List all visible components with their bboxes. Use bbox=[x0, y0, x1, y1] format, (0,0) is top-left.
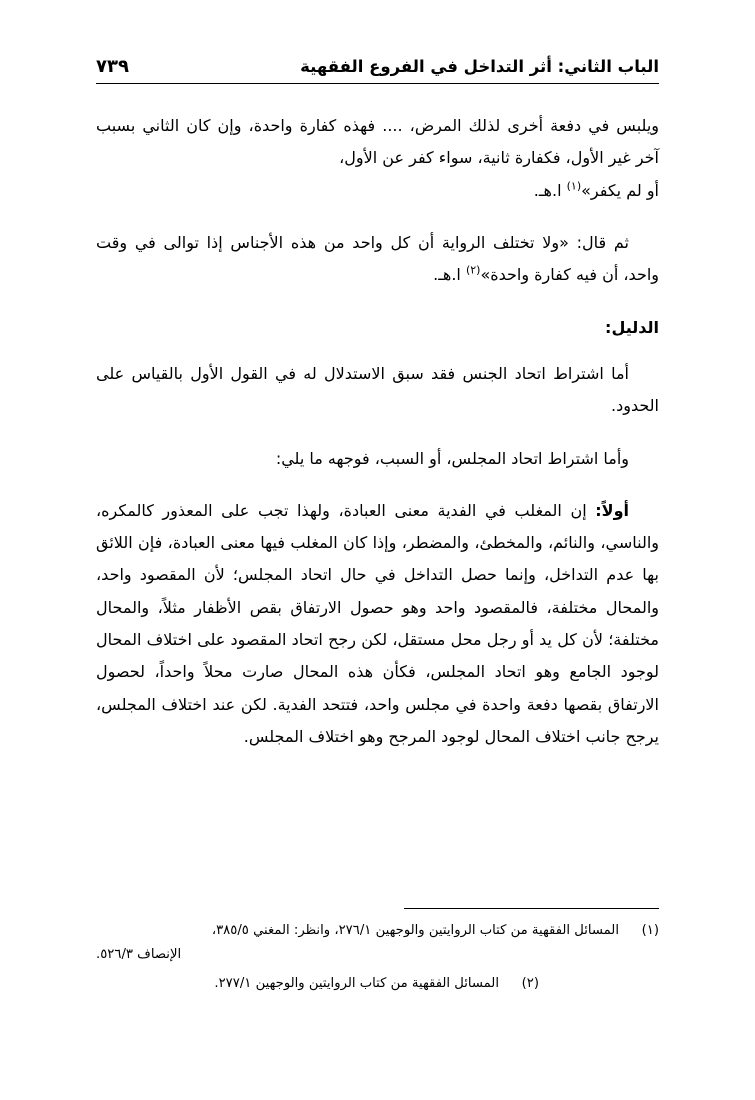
paragraph-2 bbox=[96, 227, 659, 292]
page-number: ٧٣٩ bbox=[96, 56, 129, 77]
footnote-number: (٢) bbox=[521, 975, 539, 991]
footnote-text bbox=[96, 919, 619, 968]
footnote-text: المسائل الفقهية من كتاب الروايتين والوجهين ٢٧٧/١. bbox=[214, 975, 499, 991]
footnotes-divider bbox=[404, 908, 659, 909]
section-heading-daleel: الدليل: bbox=[605, 317, 659, 337]
header-title: الباب الثاني: أثر التداخل في الفروع الفقهية bbox=[300, 57, 659, 76]
paragraph-5-label: أولاً: bbox=[595, 500, 629, 520]
header-divider bbox=[96, 83, 659, 84]
paragraph-5-text: إن المغلب في الفدية معنى العبادة، ولهذا تجب على المعذور كالمكره، والناسي، والنائم، والمخطئ، والمضطر، وإذا كان المغلب فيها معنى العبادة، فإن اللائق بها عدم التداخل، وإنما حصل التداخل في حال اتحاد المجلس؛ لأن المقصود واحد، والمحال مختلفة، فالمقصود واحد وهو حصول الارتفاق بقص الأظفار مثلاً، والمحال مختلفة؛ لأن كل يد أو رجل محل مستقل، لكن رجح اتحاد المقصود على اختلاف المحال لوجود الجامع وهو اتحاد المجلس، فكأن هذه المحال صارت محلاً واحداً، لحصول الارتفاق بقصها دفعة واحدة في مجلس واحد، فتتحد الفدية. لكن عند اختلاف المجلس، يرجح جانب اختلاف المحال لوجود المرجح وهو اختلاف المجلس. bbox=[96, 500, 659, 746]
page-body bbox=[96, 110, 659, 753]
footnote-number: (١) bbox=[641, 922, 659, 938]
footnote-item bbox=[96, 972, 659, 996]
paragraph-2-text: ثم قال: «ولا تختلف الرواية أن كل واحد من هذه الأجناس إذا توالى في وقت واحد، أن فيه كفارة واحدة» bbox=[96, 232, 659, 285]
paragraph-1-tail-text: أو لم يكفر» bbox=[581, 180, 659, 200]
paragraph-1 bbox=[96, 110, 659, 207]
paragraph-4: وأما اشتراط اتحاد المجلس، أو السبب، فوجهه ما يلي: bbox=[275, 448, 629, 468]
footnotes-section bbox=[96, 908, 659, 1000]
footnote-text-main: المسائل الفقهية من كتاب الروايتين والوجهين ٢٧٦/١، وانظر: المغني ٣٨٥/٥، bbox=[211, 922, 619, 938]
footnote-marker-2: (٢) bbox=[465, 263, 481, 277]
paragraph-1-text: ويلبس في دفعة أخرى لذلك المرض، .... فهذه كفارة واحدة، وإن كان الثاني بسبب آخر غير الأول، فكفارة ثانية، سواء كفر عن الأول، bbox=[96, 116, 659, 168]
footnote-text-continuation: الإنصاف ٥٢٦/٣. bbox=[96, 947, 182, 963]
footnote-item bbox=[96, 919, 659, 968]
paragraph-5 bbox=[96, 495, 659, 754]
page-header bbox=[96, 56, 659, 77]
footnote-marker-1: (١) bbox=[566, 179, 582, 193]
paragraph-2-end: ا.هـ. bbox=[433, 265, 466, 285]
paragraph-1-tail bbox=[96, 175, 659, 207]
paragraph-3: أما اشتراط اتحاد الجنس فقد سبق الاستدلال له في القول الأول بالقياس على الحدود. bbox=[96, 363, 659, 416]
paragraph-1-end: ا.هـ. bbox=[533, 180, 567, 200]
